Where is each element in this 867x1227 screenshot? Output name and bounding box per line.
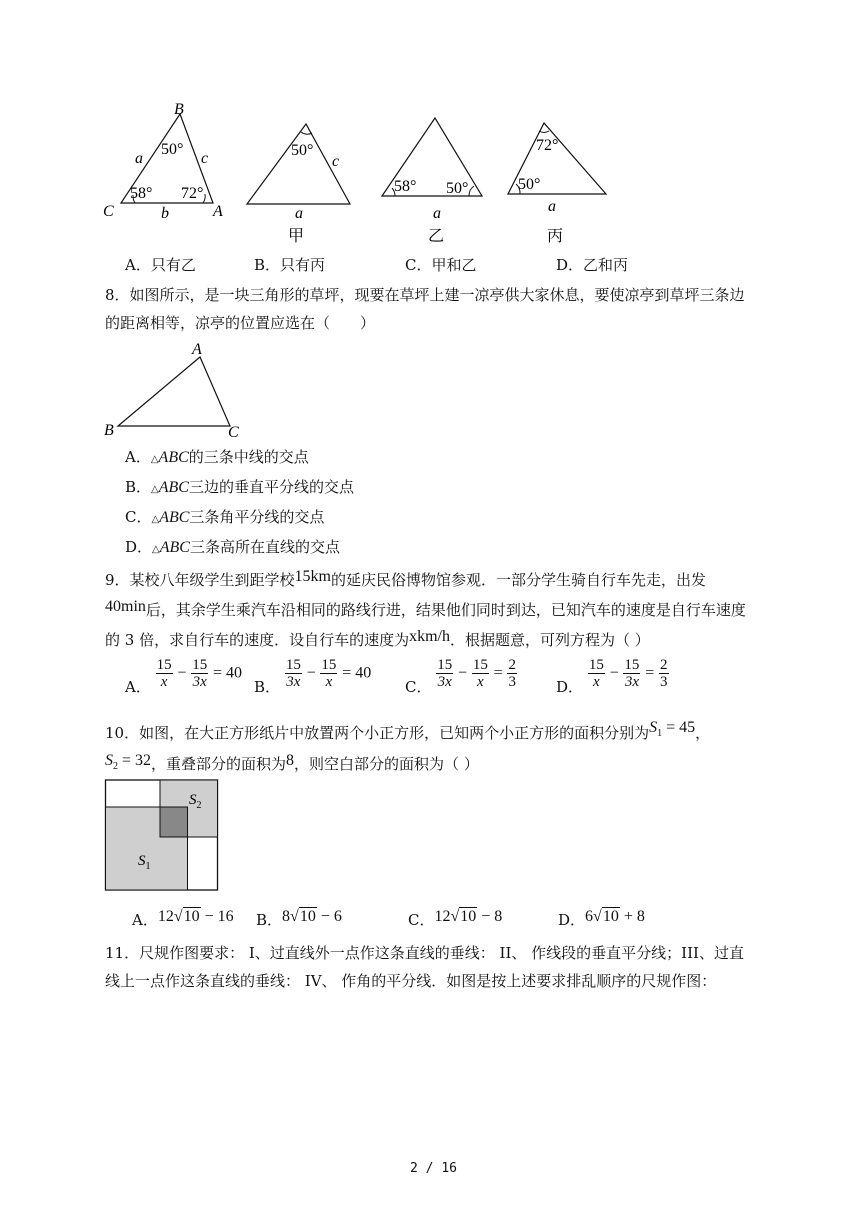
q8-triangle-figure (100, 340, 250, 440)
page-number: 2 / 16 (410, 1161, 457, 1176)
q10-option-a[interactable]: A．12√10 − 16 (132, 908, 234, 929)
q9-option-d[interactable]: D． $\frac{15}{x}$ − $\frac{15}{3x}$ = $\frac{2}{3}$ (556, 657, 668, 696)
yi-angle-right: 50° (446, 180, 469, 197)
ref-angle-left: 58° (130, 185, 153, 202)
ref-angle-right: 72° (181, 185, 204, 202)
yi-caption: 乙 (428, 228, 445, 245)
ref-label-b: b (161, 205, 169, 222)
q7-option-d[interactable]: D．乙和丙 (556, 256, 629, 274)
ref-label-A: A (213, 203, 223, 220)
q11-stem-line2: 线上一点作这条直线的垂线： IV、 作角的平分线．如图是按上述要求排乱顺序的尺规作图： (105, 972, 717, 990)
ref-label-C: C (103, 203, 114, 220)
q10-stem-line2: $S_2 = 32$，重叠部分的面积为8，则空白部分的面积为（ ） (105, 752, 479, 773)
q10-squares-figure (104, 778, 222, 894)
q8-label-C: C (228, 424, 239, 440)
q8-label-B: B (104, 422, 114, 439)
q9-option-b[interactable]: B． $\frac{15}{3x}$ − $\frac{15}{x}$ = 40 (254, 657, 372, 696)
jia-label-a: a (295, 205, 303, 222)
ref-angle-top: 50° (161, 141, 184, 158)
q8-stem-line2: 的距离相等，凉亭的位置应选在（ ） (105, 314, 376, 332)
fig-label-s1: $S_1$ (138, 853, 151, 872)
ref-label-a: a (135, 150, 143, 167)
q9-option-a[interactable]: A． $\frac{15}{x}$ − $\frac{15}{3x}$ = 40 (125, 657, 243, 696)
q10-stem-line1: 10．如图，在大正方形纸片中放置两个小正方形，已知两个小正方形的面积分别为$S_1 = 45$， (105, 719, 711, 742)
q8-stem-line1: 8．如图所示，是一块三角形的草坪，现要在草坪上建一凉亭供大家休息，要使凉亭到草坪三条边 (105, 286, 745, 304)
bing-angle-top: 72° (536, 137, 559, 154)
q10-option-d[interactable]: D．6√10 + 8 (558, 908, 645, 929)
bing-angle-left: 50° (518, 176, 541, 193)
jia-angle-top: 50° (291, 142, 314, 159)
q10-option-b[interactable]: B．8√10 − 6 (256, 908, 342, 929)
bing-caption: 丙 (547, 228, 564, 245)
yi-label-a: a (433, 205, 441, 222)
q7-option-b[interactable]: B．只有丙 (254, 256, 326, 274)
q8-option-a[interactable]: A．△ABC的三条中线的交点 (125, 448, 309, 466)
yi-angle-left: 58° (394, 178, 417, 195)
bing-label-a: a (548, 198, 556, 215)
q11-stem-line1: 11．尺规作图要求： I、过直线外一点作这条直线的垂线： II、 作线段的垂直平分线；III、过直 (105, 944, 744, 962)
q9-stem-line1: 9．某校八年级学生到距学校15km的延庆民俗博物馆参观．一部分学生骑自行车先走，出发 (105, 568, 707, 589)
q7-option-a[interactable]: A．只有乙 (125, 256, 196, 274)
jia-caption: 甲 (288, 228, 305, 245)
q7-option-c[interactable]: C．甲和乙 (405, 256, 477, 274)
q9-option-c[interactable]: C． $\frac{15}{3x}$ − $\frac{15}{x}$ = $\frac{2}{3}$ (405, 657, 516, 696)
q8-option-d[interactable]: D．△ABC三条高所在直线的交点 (125, 538, 340, 556)
jia-label-c: c (332, 153, 340, 170)
ref-label-c: c (201, 150, 209, 167)
q9-stem-line3: 的 3 倍，求自行车的速度．设自行车的速度为xkm/h．根据题意，可列方程为（ ） (105, 628, 650, 649)
q10-option-c[interactable]: C．12√10 − 8 (408, 908, 503, 929)
ref-label-B: B (174, 101, 184, 118)
q9-stem-line2: 40min后，其余学生乘汽车沿相同的路线行进，结果他们同时到达，已知汽车的速度是自行车速度 (105, 598, 746, 619)
fig-label-s2: $S_2$ (189, 792, 202, 811)
overlap-square (160, 807, 188, 837)
q8-option-b[interactable]: B．△ABC三边的垂直平分线的交点 (125, 478, 354, 496)
q8-label-A: A (192, 341, 202, 358)
q7-triangles-figure (95, 98, 625, 248)
q8-option-c[interactable]: C．△ABC三条角平分线的交点 (125, 508, 325, 526)
